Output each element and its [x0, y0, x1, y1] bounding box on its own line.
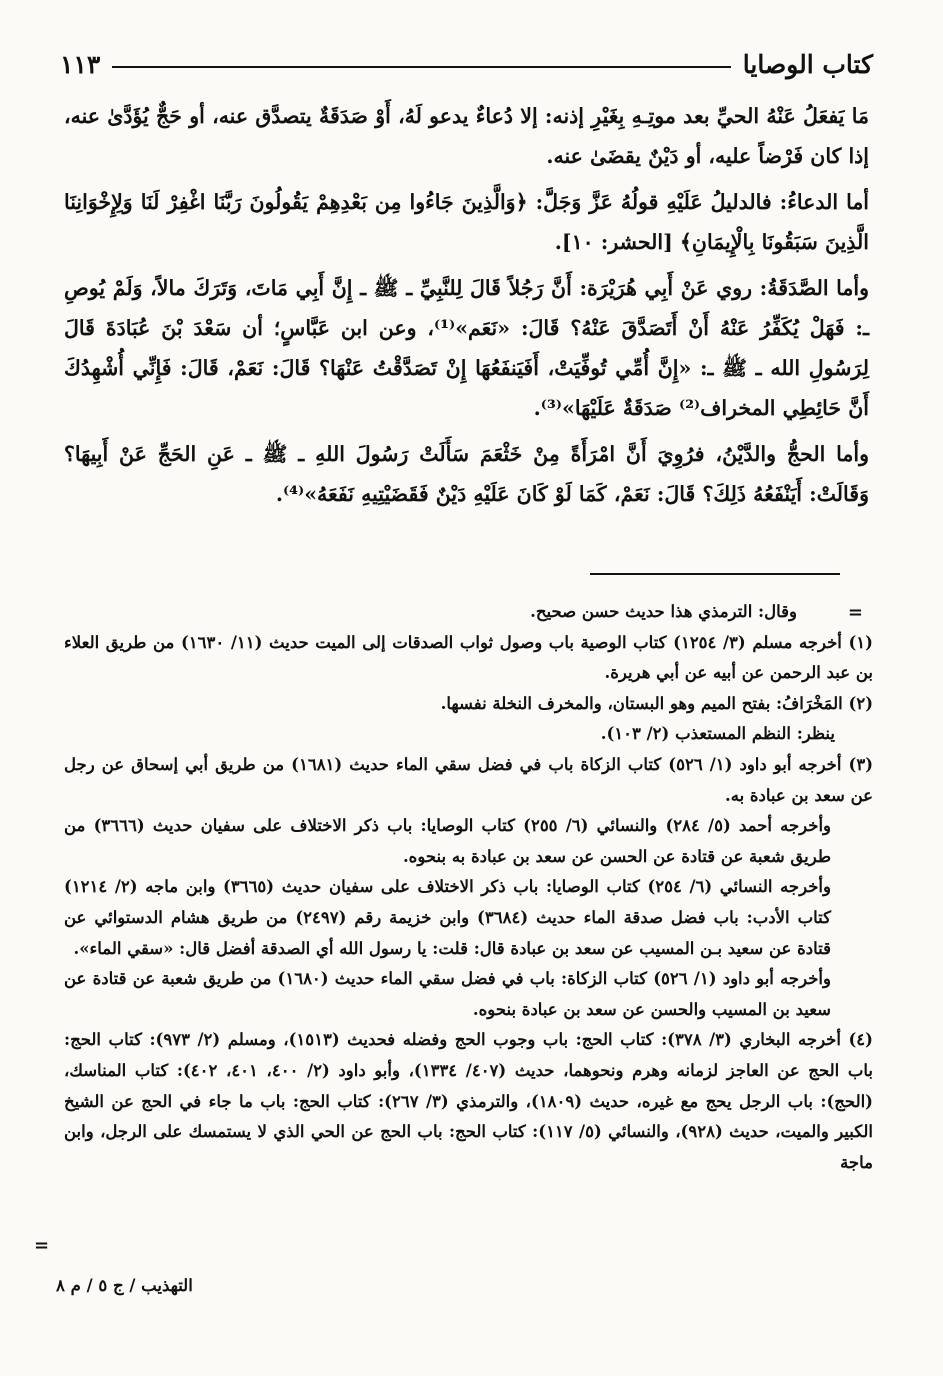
footnote-1: (١) أخرجه مسلم (٣/ ١٢٥٤) كتاب الوصية باب وصول ثواب الصدقات إلى الميت حديث (١١/ ١٦٣٠) من طريق العلاء بن عبد الرحمن عن أبيه عن أبي هريرة.: [64, 632, 873, 683]
footnote-continued: وقال: الترمذي هذا حديث حسن صحيح.: [530, 602, 797, 621]
paragraph-dua: أما الدعاءُ: فالدليلُ عَلَيْهِ قولُهُ عَزَّ وَجَلَّ: ﴿وَالَّذِينَ جَاءُوا مِن بَعْدِهِمْ يَقُولُونَ رَبَّنَا اغْفِرْ لَنَا وَلِإِخْوَانِنَا الَّذِينَ سَبَقُونَا بِالْإِيمَانِ﴾ [الحشر: ١٠].: [64, 190, 869, 254]
paragraph-hajj: وأما الحجُّ والدَّيْنُ، فرُوِيَ أَنَّ امْرَأَةً مِنْ خَثْعَمَ سَأَلَتْ رَسُولَ اللهِ ـ ﷺ ـ عَنِ الحَجِّ عَنْ أَبِيهَا؟ وَقَالَتْ: أَيَنْفَعُهُ ذَلِكَ؟ قَالَ: نَعَمْ، كَمَا لَوْ كَانَ عَلَيْهِ دَيْنٌ فَقَضَيْتِيهِ نَفَعَهُ»⁽⁴⁾.: [64, 442, 869, 506]
continuation-mark-bottom: =: [34, 1235, 50, 1256]
paragraph-intro: مَا يَفعَلُ عَنْهُ الحيِّ بعد موتِـهِ بِغَيْرِ إذنه: إلا دُعاءٌ يدعو لَهُ، أَوْ صَدَقَةٌ يتصدَّق عنه، أو حَجٌّ يُؤَدَّىٰ عنه، إذا كان فَرْضاً عليه، أو دَيْنٌ يقضَىٰ عنه.: [64, 104, 869, 168]
continuation-mark-top: =: [847, 602, 863, 623]
footnote-4: (٤) أخرجه البخاري (٣/ ٣٧٨): كتاب الحج: باب وجوب الحج وفضله فحديث (١٥١٣)، ومسلم (٢/ ٩٧٣): كتاب الحج: باب الحج عن العاجز لزمانه وهرم ونحوهما، حديث (٤٠٧/ ١٣٣٤)، وأبو داود (٢/ ٤٠٠، ٤٠١، ٤٠٢): كتاب المناسك، (الحج): باب الرجل يحج مع غيره، حديث (١٨٠٩)، والترمذي (٣/ ٢٦٧): كتاب الحج: باب ما جاء في الحج عن الشيخ الكبير والميت، حديث (٩٢٨)، والنسائي (٥/ ١١٧): كتاب الحج: باب الحج عن الحي الذي لا يستمسك على الرجل، وابن ماجة: [64, 1030, 873, 1172]
footnote-2-ref: ينظر: النظم المستعذب (٢/ ١٠٣).: [600, 724, 835, 744]
footnote-3: (٣) أخرجه أبو داود (١/ ٥٢٦) كتاب الزكاة باب في فضل سقي الماء حديث (١٦٨١) من طريق أبي إسحاق عن رجل عن سعد بن عبادة به.: [64, 754, 874, 805]
print-signature: التهذيب / ج ٥ / م ٨: [56, 1276, 193, 1295]
footnote-3-abudawud: وأخرجه أبو داود (١/ ٥٢٦) كتاب الزكاة: باب في فضل سقي الماء حديث (١٦٨٠) من طريق شعبة عن قتادة عن سعيد بن المسيب والحسن عن سعد بن عبادة بنحوه.: [64, 969, 831, 1019]
footnote-3-nasai: وأخرجه النسائي (٦/ ٢٥٤) كتاب الوصايا: باب ذكر الاختلاف على سفيان حديث (٣٦٦٥) وابن ماجه (٢/ ١٢١٤) كتاب الأدب: باب فضل صدقة الماء حديث (٣٦٨٤) وابن خزيمة رقم (٢٤٩٧) من طريق هشام الدستوائي عن قتادة عن سعيد بـن المسيب عن سعد بن عبادة قال: قلت: يا رسول الله أي الصدقة أفضل قال: «سقي الماء».: [64, 877, 831, 958]
main-text: [64, 96, 869, 520]
page-header: [60, 42, 873, 86]
footnote-separator: [590, 573, 840, 575]
header-rule: [112, 66, 731, 68]
book-title: كتاب الوصايا: [742, 49, 873, 79]
page-number: ١١٣: [60, 49, 101, 79]
paragraph-sadaqa: وأما الصَّدَقَةُ: روي عَنْ أَبِي هُرَيْرَة: أَنَّ رَجُلاً قَالَ لِلنَّبِيِّ ـ ﷺ ـ إِنَّ أَبِي مَاتَ، وَتَرَكَ مالاً، وَلَمْ يُوصِ ـ: فَهَلْ يُكَفِّرُ عَنْهُ أَنْ أَتَصَدَّقَ عَنْهُ؟ قَالَ: «نَعَم»⁽¹⁾، وعن ابن عَبَّاسٍ؛ أن سَعْدَ بْنَ عُبَادَةَ قَالَ لِرَسُولِ الله ـ ﷺ ـ: «إِنَّ أُمِّي تُوفِّيَتْ، أَفَيَنفَعُهَا إِنْ تَصَدَّقْتُ عَنْهَا؟ قَالَ: نَعَمْ، قَالَ: فَإِنِّي أُشْهِدُكَ أَنَّ حَائِطِي المخراف⁽²⁾ صَدَقَةٌ عَلَيْهَا»⁽³⁾.: [64, 276, 869, 420]
footnotes: [64, 597, 873, 1178]
footnote-2: (٢) المَخْرَافُ: بفتح الميم وهو البستان، والمخرف النخلة نفسها.: [440, 693, 873, 713]
footnote-3-ahmad: وأخرجه أحمد (٥/ ٢٨٤) والنسائي (٦/ ٢٥٥) كتاب الوصايا: باب ذكر الاختلاف على سفيان حديث (٣٦٦٦) من طريق شعبة عن قتادة عن الحسن عن سعد بن عبادة به بنحوه.: [64, 816, 832, 866]
